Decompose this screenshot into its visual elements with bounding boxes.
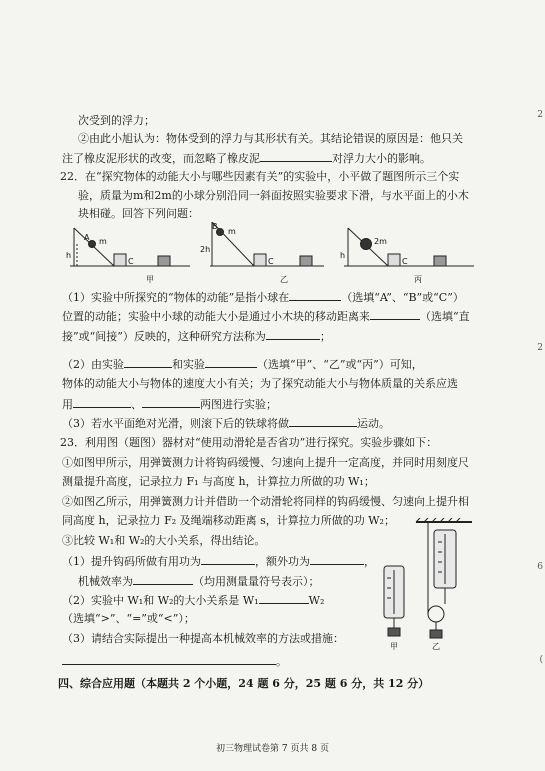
caption-bing: 丙 [414,275,422,284]
text-line: （1）提升钩码所做有用功为 ，额外功为 ， [62,555,375,568]
text-line: 用 、 两图进行实验； [62,398,277,411]
edge-mark: 2 [537,110,543,120]
text-line: （2）实验中 W₁和 W₂的大小关系是 W₁ W₂ [62,594,325,607]
answer-blank[interactable] [370,308,420,320]
caption-yi: 乙 [432,642,440,651]
answer-blank[interactable] [62,653,276,665]
text-line: 机械效率为 （均用测量量符号表示）； [78,575,320,588]
label-m: m [99,237,107,246]
question-23: 23．利用图（题图）器材对“使用动滑轮是否省功”进行探究。实验步骤如下： [60,436,438,449]
caption-jia: 甲 [390,642,398,651]
label-m: m [228,227,236,236]
answer-blank[interactable] [289,415,357,427]
text-line: 次受到的浮力； [78,114,155,127]
label-C: C [128,257,134,266]
answer-blank[interactable] [266,328,320,340]
label-C: C [402,257,408,266]
text-line: （选填“>”、“=”或“<”）； [62,612,195,625]
answer-blank[interactable] [124,356,172,368]
text-line: ②由此小旭认为：物体受到的浮力与其形状有关。其结论错误的原因是：他只关 [78,132,463,145]
text-line: 物体的动能大小与物体的速度大小有关；为了探究动能大小与物体质量的关系应选 [62,377,458,390]
figure-23 [376,518,476,652]
caption-jia: 甲 [146,275,154,284]
edge-mark: 6 [537,562,543,572]
label-C: C [268,257,274,266]
section-heading: 四、综合应用题（本题共 2 个小题，24 题 6 分，25 题 6 分，共 12 分） [58,677,430,690]
text-line: （2）由实验 和实验 （选填“甲”、“乙”或“丙”）可知， [62,358,423,371]
page-footer: 初三物理试卷第 7 页共 8 页 [216,744,329,754]
label-B: B [212,222,218,231]
text-line: 测量提升高度，记录拉力 F₁ 与高度 h，计算拉力所做的功 W₁； [62,475,375,488]
answer-blank[interactable] [201,553,255,565]
label-h: h [66,251,72,260]
text-line: （1）实验中所探究的“物体的动能”是指小球在 （选填“A”、“B”或“C”） [62,291,464,304]
answer-blank[interactable] [133,573,193,585]
text-line: 接”或“间接”）反映的，这种研究方法称为 ； [62,330,331,343]
label-h: h [340,251,346,260]
answer-blank[interactable] [142,396,200,408]
text-line: 注了橡皮泥形状的改变，而忽略了橡皮泥 对浮力大小的影响。 [62,152,431,165]
label-A: A [84,233,90,242]
figure-22 [62,222,492,286]
answer-blank[interactable] [310,553,364,565]
label-2h: 2h [200,245,211,254]
edge-mark: ( [539,655,543,665]
text-line: 块相碰。回答下列问题： [78,207,199,220]
text-line: ③比较 W₁和 W₂的大小关系，得出结论。 [62,534,266,547]
answer-blank[interactable] [289,289,341,301]
label-2m: 2m [374,237,387,246]
text-line: （3）若水平面绝对光滑，则滚下后的铁球将做 运动。 [62,417,390,430]
answer-blank[interactable] [260,150,332,162]
text-line: ①如图甲所示，用弹簧测力计将钩码缓慢、匀速向上提升一定高度，并同时用刻度尺 [62,456,469,469]
caption-yi: 乙 [280,275,288,284]
answer-blank[interactable] [205,356,257,368]
answer-blank[interactable] [73,396,131,408]
text-line: 验，质量为m和2m的小球分别沿同一斜面按照实验要求下滑，与水平面上的小木 [78,189,469,202]
text-line: ②如图乙所示，用弹簧测力计并借助一个动滑轮将同样的钩码缓慢、匀速向上提升相 [62,495,469,508]
text-line: 位置的动能；实验中小球的动能大小是通过小木块的移动距离来 （选填“直 [62,310,470,323]
edge-mark: 2 [537,343,543,353]
answer-blank[interactable] [259,592,309,604]
text-line: 同高度 h，记录拉力 F₂ 及绳端移动距离 s，计算拉力所做的功 W₂； [62,514,395,527]
text-line: （3）请结合实际提出一种提高本机械效率的方法或措施： [62,632,344,645]
text-line: 。 [62,653,523,669]
question-22: 22．在“探究物体的动能大小与哪些因素有关”的实验中，小平做了题图所示三个实 [60,170,460,183]
